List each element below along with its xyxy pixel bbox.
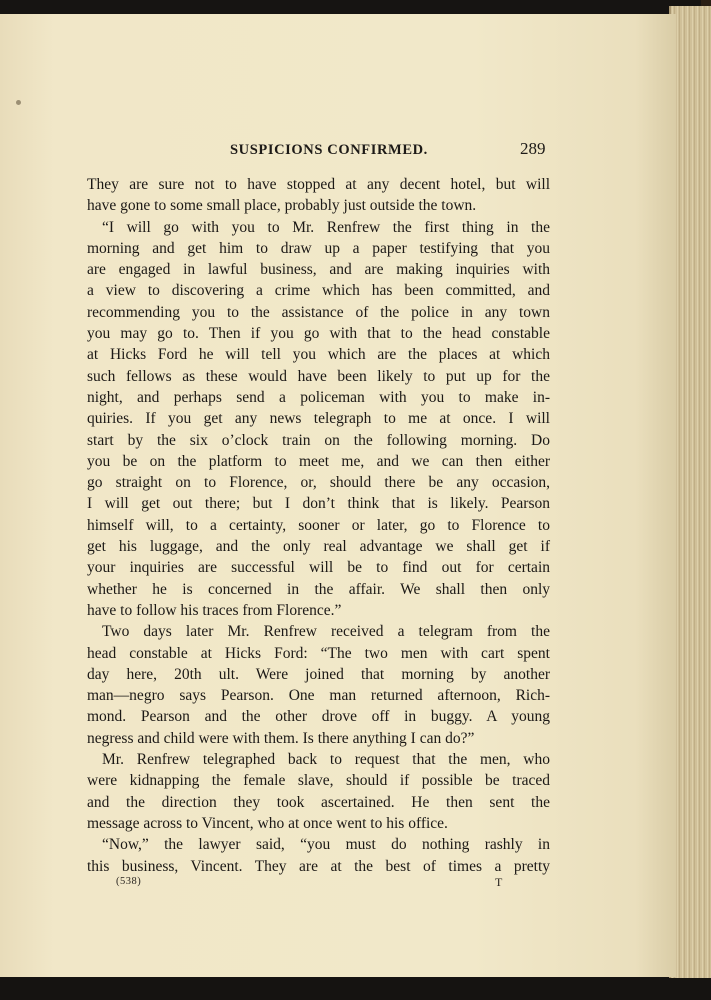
text-line: a view to discovering a crime which has been committed, and: [87, 282, 550, 300]
running-title: SUSPICIONS CONFIRMED.: [230, 142, 428, 158]
text-line: “Now,” the lawyer said, “you must do nothing rashly in: [102, 836, 550, 854]
text-line: message across to Vincent, who at once went to his office.: [87, 814, 448, 832]
text-line: Two days later Mr. Renfrew received a telegram from the: [102, 623, 550, 641]
text-line: day here, 20th ult. Were joined that morning by another: [87, 665, 550, 683]
paper-speck: [16, 100, 21, 105]
text-line: quiries. If you get any news telegraph to me at once. I will: [87, 410, 550, 428]
text-line: you be on the platform to meet me, and we can then either: [87, 452, 550, 470]
page-footer: [0, 876, 676, 894]
running-head: [0, 139, 676, 162]
text-line: man—negro says Pearson. One man returned afternoon, Rich-: [87, 687, 550, 705]
text-line: such fellows as these would have been likely to put up for the: [87, 367, 550, 385]
text-line: this business, Vincent. They are at the best of times a pretty: [87, 857, 550, 875]
text-line: head constable at Hicks Ford: “The two men with cart spent: [87, 644, 550, 662]
text-line: I will get out there; but I don’t think that is likely. Pearson: [87, 495, 550, 513]
text-line: They are sure not to have stopped at any decent hotel, but will: [87, 176, 550, 193]
text-line: start by the six o’clock train on the following morning. Do: [87, 431, 550, 449]
text-line: you may go to. Then if you go with that to the head constable: [87, 325, 550, 343]
bottom-shadow: [0, 978, 711, 1000]
text-line: Mr. Renfrew telegraphed back to request that the men, who: [102, 751, 550, 769]
text-line: recommending you to the assistance of the police in any town: [87, 303, 550, 321]
text-line: were kidnapping the female slave, should if possible be traced: [87, 772, 550, 790]
book-page: [0, 14, 676, 977]
text-line: night, and perhaps send a policeman with you to make in-: [87, 388, 550, 406]
text-line: “I will go with you to Mr. Renfrew the first thing in the: [102, 218, 550, 236]
signature-letter: T: [495, 875, 503, 889]
text-line: go straight on to Florence, or, should there be any occasion,: [87, 474, 550, 492]
signature-mark: (538): [116, 876, 142, 887]
text-line: get his luggage, and the only real advantage we shall get if: [87, 538, 550, 556]
text-line: have gone to some small place, probably just outside the town.: [87, 197, 477, 215]
text-line: morning and get him to draw up a paper testifying that you: [87, 239, 550, 257]
text-line: himself will, to a certainty, sooner or later, go to Florence to: [87, 516, 550, 534]
text-line: at Hicks Ford he will tell you which are the places at which: [87, 346, 550, 364]
text-line: whether he is concerned in the affair. We shall then only: [87, 580, 550, 598]
text-line: your inquiries are successful will be to find out for certain: [87, 559, 550, 577]
page-number: 289: [520, 139, 546, 158]
body-text: [87, 174, 550, 877]
text-line: are engaged in lawful business, and are making inquiries with: [87, 261, 550, 279]
text-line: negress and child were with them. Is there anything I can do?”: [87, 729, 475, 747]
text-line: and the direction they took ascertained. He then sent the: [87, 793, 550, 811]
text-line: mond. Pearson and the other drove off in buggy. A young: [87, 708, 550, 726]
text-line: have to follow his traces from Florence.”: [87, 601, 342, 619]
